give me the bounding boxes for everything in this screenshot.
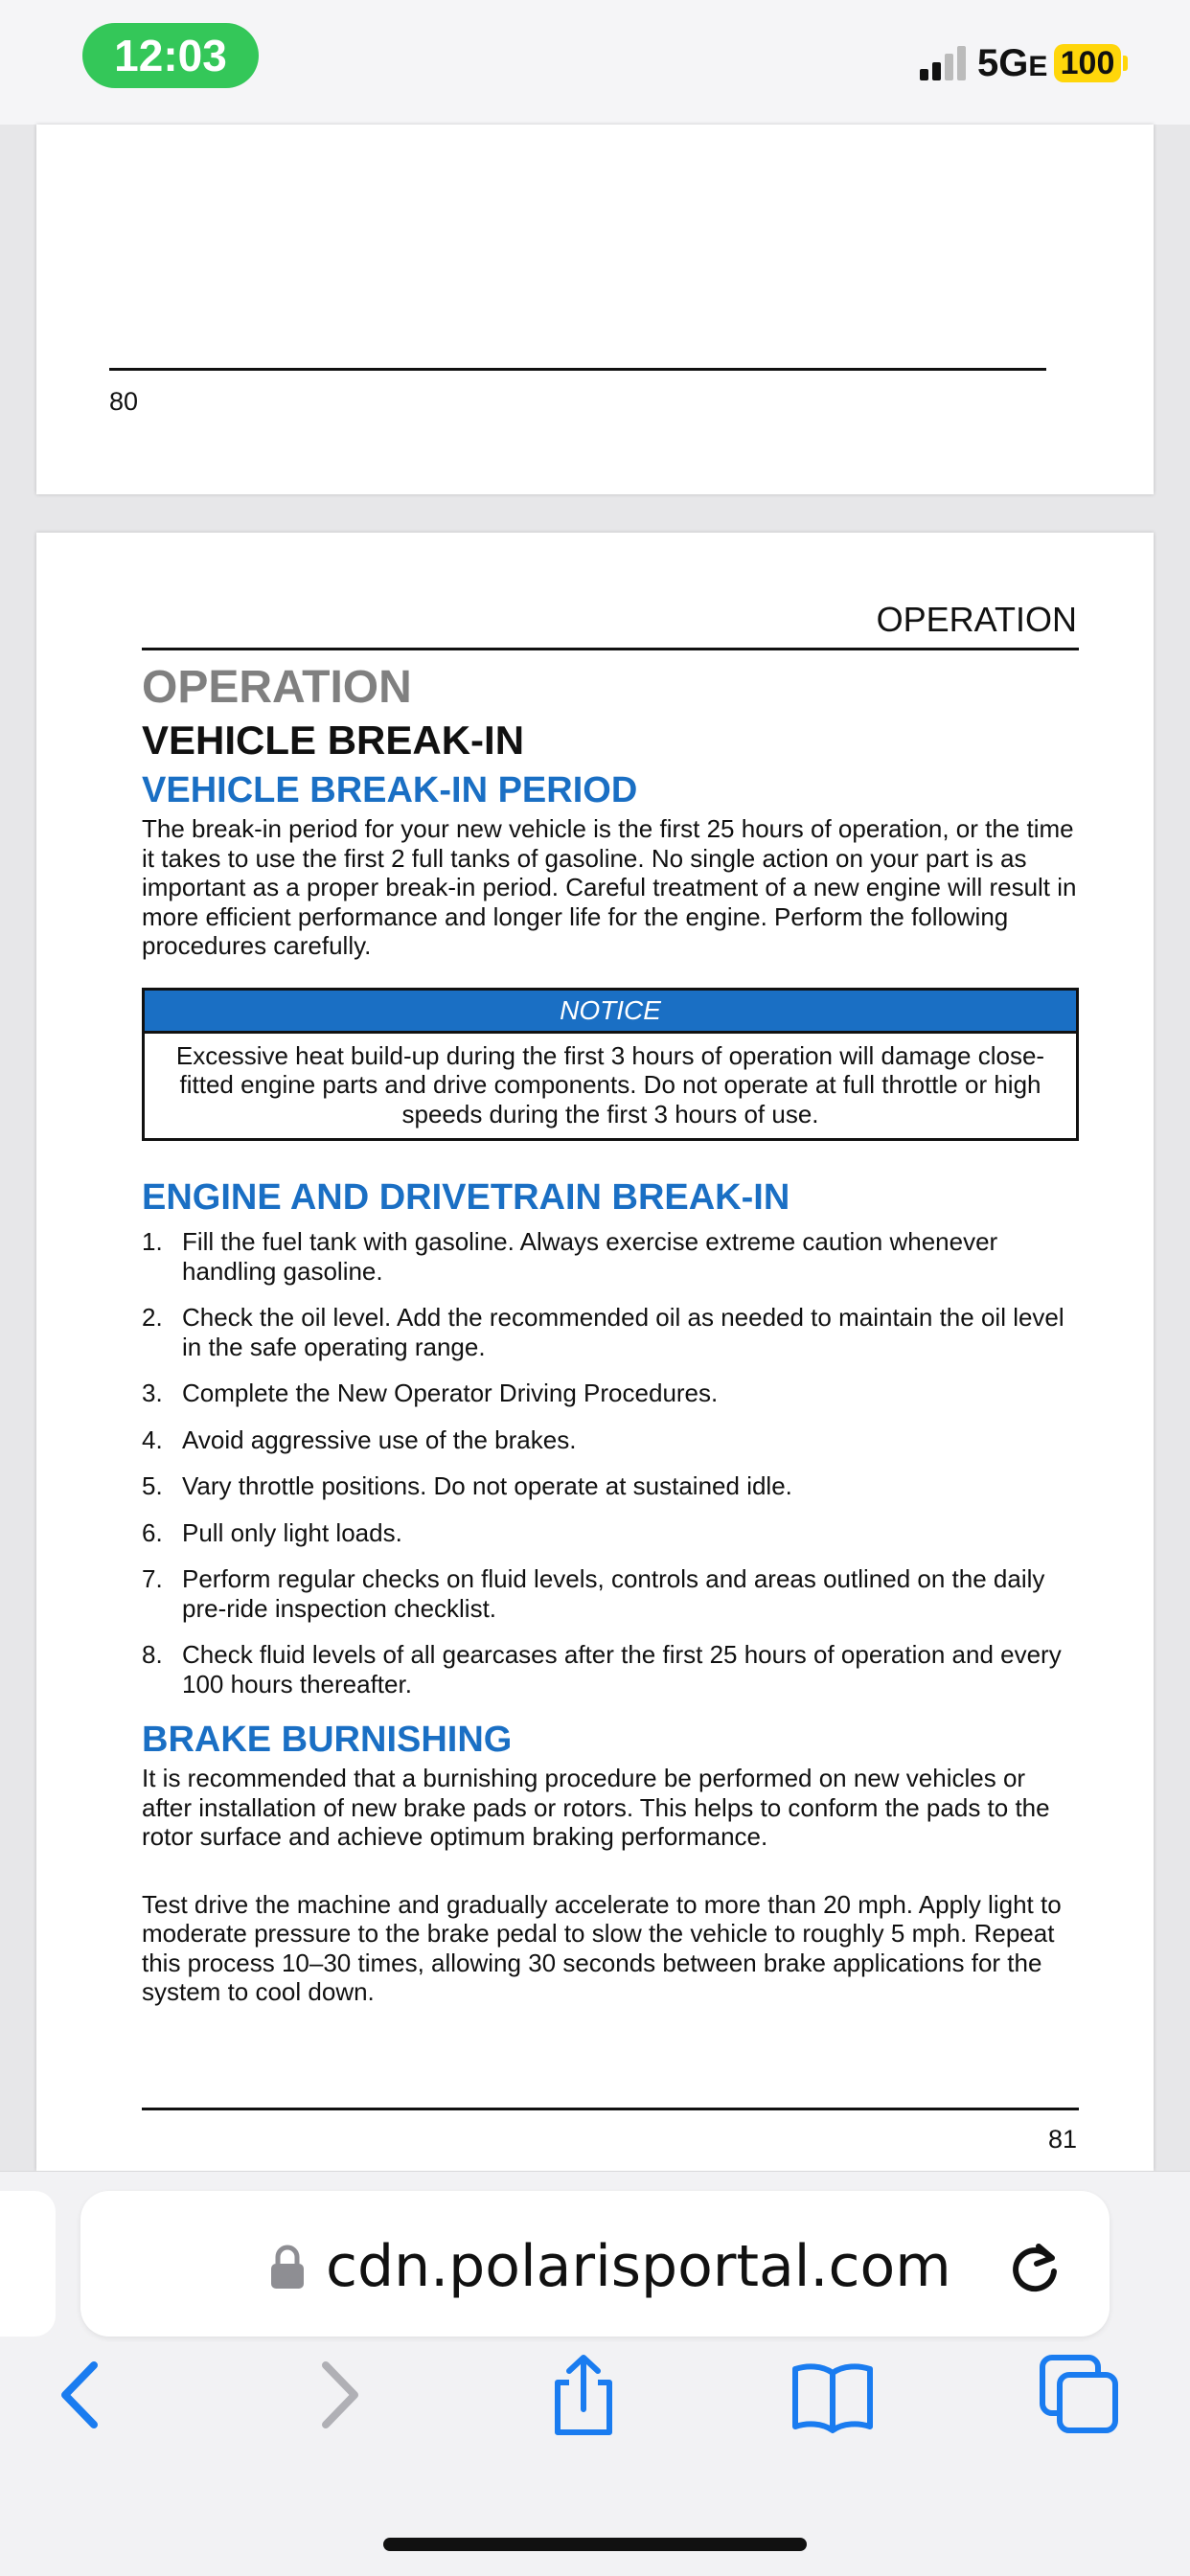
list-item: 2. Check the oil level. Add the recommended oil as needed to maintain the oil level in the safe operating range. bbox=[142, 1303, 1064, 1361]
list-item: 5. Vary throttle positions. Do not operate at sustained idle. bbox=[142, 1471, 792, 1500]
previous-tab-peek[interactable] bbox=[0, 2191, 56, 2337]
list-item: 4. Avoid aggressive use of the brakes. bbox=[142, 1425, 577, 1454]
browser-bottom-bar bbox=[0, 2171, 1190, 2576]
page-footer-rule bbox=[142, 2108, 1079, 2110]
notice-text: Excessive heat build-up during the first 3 hours of operation will damage close-fitted engine parts and drive components. Do not operate at full throttle or high speeds during the first 3 hours of use. bbox=[175, 1040, 1045, 1128]
page-number: 81 bbox=[1047, 2125, 1077, 2154]
battery-cap bbox=[1123, 56, 1128, 71]
page-header-rule bbox=[142, 648, 1079, 650]
share-icon[interactable] bbox=[540, 2352, 627, 2438]
break-in-steps bbox=[142, 1227, 1079, 1698]
bookmarks-icon[interactable] bbox=[790, 2352, 876, 2438]
list-item: 7. Perform regular checks on fluid levels, controls and areas outlined on the daily pre-ride inspection checklist. bbox=[142, 1564, 1045, 1623]
brake-paragraph-2: Test drive the machine and gradually accelerate to more than 20 mph. Apply light to moderate pressure to the brake pedal to slow the vehicle to roughly 5 mph. Repeat this process 10–30 times, allowing 30 seconds between brake applications for the system to cool down. bbox=[142, 1889, 1062, 2006]
status-time[interactable]: 12:03 bbox=[82, 23, 259, 88]
list-item: 6. Pull only light loads. bbox=[142, 1517, 402, 1547]
chapter-title: VEHICLE BREAK-IN bbox=[142, 718, 525, 763]
url-text[interactable]: cdn.polarisportal.com bbox=[326, 2233, 951, 2300]
tabs-icon[interactable] bbox=[1037, 2352, 1123, 2438]
page-footer-rule bbox=[109, 368, 1046, 371]
break-in-paragraph: The break-in period for your new vehicle is the first 25 hours of operation, or the time it takes to use the first 2 full tanks of gasoline. No single action on your part is as important as a proper break-in period. Careful treatment of a new engine will result in more efficient performance and longer life for the engine. Perform the following procedures carefully. bbox=[142, 814, 1077, 960]
list-item: 3. Complete the New Operator Driving Procedures. bbox=[142, 1379, 719, 1407]
page-content bbox=[142, 661, 1079, 2007]
forward-icon[interactable] bbox=[295, 2352, 381, 2438]
back-icon[interactable] bbox=[38, 2352, 125, 2438]
list-item: 8. Check fluid levels of all gearcases after the first 25 hours of operation and every 100 hours thereafter. bbox=[142, 1640, 1062, 1698]
pdf-page-81 bbox=[36, 533, 1154, 2171]
address-bar[interactable] bbox=[80, 2191, 1110, 2337]
pdf-page-80 bbox=[36, 125, 1154, 494]
reload-icon[interactable] bbox=[1004, 2237, 1065, 2298]
running-head: OPERATION bbox=[876, 600, 1077, 639]
engine-break-in-heading: ENGINE AND DRIVETRAIN BREAK-IN bbox=[142, 1177, 790, 1218]
notice-box bbox=[142, 988, 1079, 1142]
break-in-heading: VEHICLE BREAK-IN PERIOD bbox=[142, 770, 638, 810]
brake-burnishing-heading: BRAKE BURNISHING bbox=[142, 1720, 513, 1760]
status-bar bbox=[0, 0, 1190, 125]
network-type: 5GE bbox=[977, 42, 1048, 84]
list-item: 1. Fill the fuel tank with gasoline. Always exercise extreme caution whenever handling gasoline. bbox=[142, 1227, 998, 1286]
brake-paragraph-1: It is recommended that a burnishing procedure be performed on new vehicles or after installation of new brake pads or rotors. This helps to conform the pads to the rotor surface and achieve optimum braking performance. bbox=[142, 1764, 1050, 1851]
battery-indicator: 100 bbox=[1054, 44, 1121, 82]
page-number: 80 bbox=[109, 387, 139, 416]
section-title: OPERATION bbox=[142, 662, 412, 713]
lock-icon bbox=[268, 2245, 307, 2291]
notice-title: NOTICE bbox=[145, 991, 1076, 1034]
cellular-signal-icon bbox=[920, 44, 972, 82]
home-indicator[interactable] bbox=[383, 2538, 807, 2551]
